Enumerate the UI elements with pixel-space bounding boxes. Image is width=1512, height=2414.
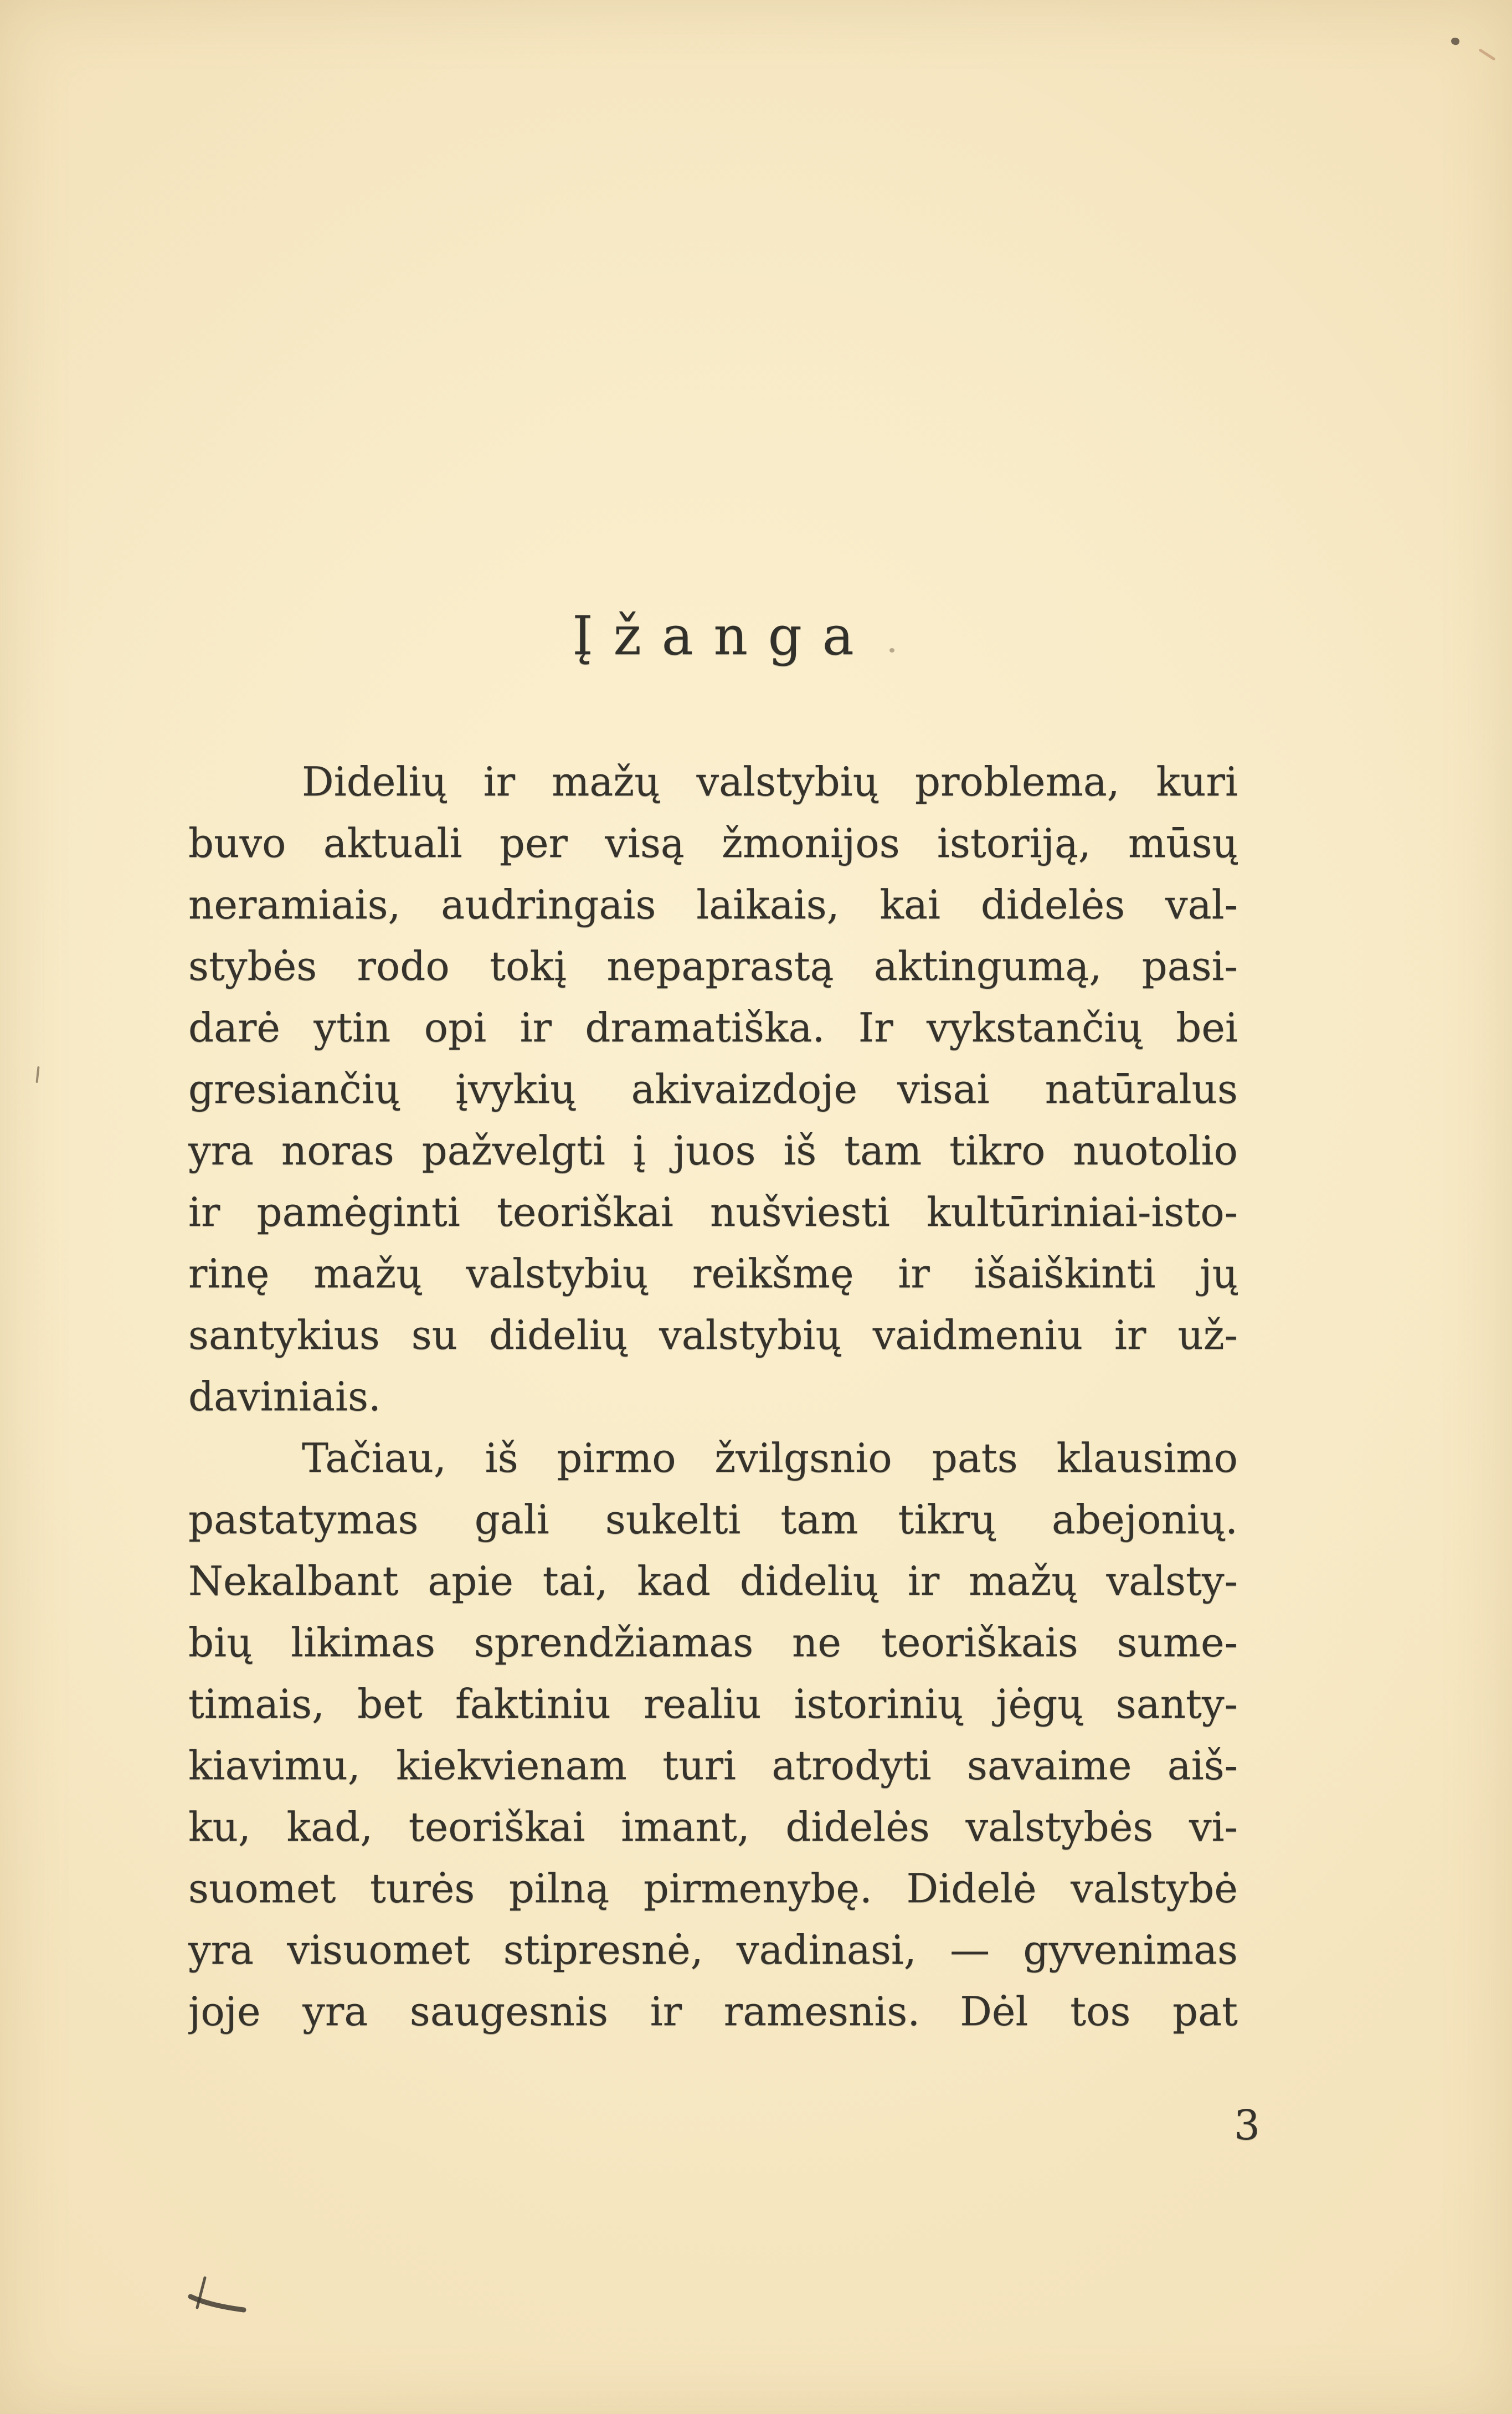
body-line: rinę mažų valstybių reikšmę ir išaiškinti jų: [188, 1250, 1238, 1297]
ink-streak-icon: [1478, 48, 1495, 61]
body-line: pastatymas gali sukelti tam tikrų abejonių.: [188, 1496, 1238, 1543]
body-line: buvo aktuali per visą žmonijos istoriją, mūsų: [188, 820, 1238, 866]
body-line: neramiais, audringais laikais, kai didelės val-: [188, 881, 1238, 928]
body-line: yra noras pažvelgti į juos iš tam tikro nuotolio: [188, 1127, 1238, 1174]
body-line: stybės rodo tokį nepaprastą aktingumą, pasi-: [188, 943, 1238, 989]
ink-dot-icon: [889, 648, 894, 653]
body-line: gresiančių įvykių akivaizdoje visai natūralus: [188, 1066, 1238, 1112]
body-line: kiavimu, kiekvienam turi atrodyti savaime aiš-: [188, 1742, 1238, 1789]
body-line: Nekalbant apie tai, kad didelių ir mažų valsty-: [188, 1558, 1238, 1604]
body-text: [188, 751, 1238, 2042]
body-line: santykius su didelių valstybių vaidmeniu ir už-: [188, 1312, 1238, 1358]
body-line: timais, bet faktiniu realiu istorinių jėgų santy-: [188, 1681, 1238, 1727]
body-line: ir pamėginti teoriškai nušviesti kultūriniai-isto-: [188, 1189, 1238, 1235]
body-line: darė ytin opi ir dramatiška. Ir vykstančių bei: [188, 1004, 1238, 1051]
body-line: yra visuomet stipresnė, vadinasi, — gyvenimas: [188, 1927, 1238, 1973]
body-line: bių likimas sprendžiamas ne teoriškais sume-: [188, 1619, 1238, 1666]
body-line: Didelių ir mažų valstybių problema, kuri: [302, 758, 1238, 805]
chapter-title: Įžanga: [572, 605, 875, 667]
body-line: Tačiau, iš pirmo žvilgsnio pats klausimo: [302, 1435, 1238, 1481]
page-number: 3: [1234, 2102, 1261, 2149]
margin-tick-icon: [35, 1066, 39, 1083]
body-line: ku, kad, teoriškai imant, didelės valstybės vi-: [188, 1804, 1238, 1850]
body-line: suomet turės pilną pirmenybę. Didelė valstybė: [188, 1865, 1238, 1912]
body-line: daviniais.: [188, 1373, 381, 1420]
ink-speck-icon: [1450, 37, 1460, 46]
handwritten-stroke-icon: [186, 2274, 258, 2324]
body-line: joje yra saugesnis ir ramesnis. Dėl tos pat: [188, 1988, 1238, 2035]
